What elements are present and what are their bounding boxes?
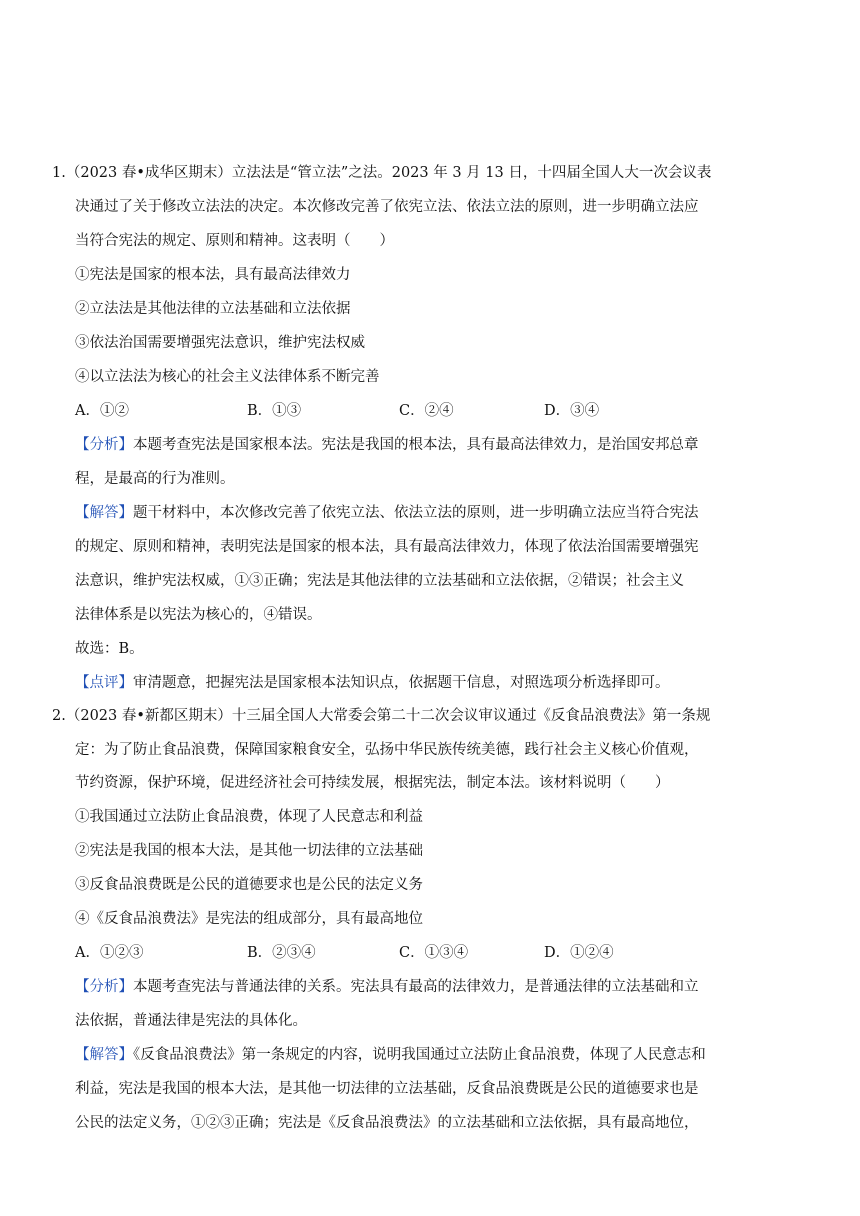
q2-statement-3: ③反食品浪费既是公民的道德要求也是公民的法定义务 bbox=[75, 877, 423, 893]
q2-option-c[interactable]: C．①③④ bbox=[399, 945, 469, 961]
q1-analysis-line-1: 【分析】本题考查宪法是国家根本法。宪法是我国的根本法，具有最高法律效力，是治国安邦总章 bbox=[75, 437, 699, 453]
q2-statement-4: ④《反食品浪费法》是宪法的组成部分，具有最高地位 bbox=[75, 911, 423, 927]
q1-stem-line-2: 决通过了关于修改立法法的决定。本次修改完善了依宪立法、依法立法的原则，进一步明确立法应 bbox=[75, 199, 699, 215]
q1-answer-line-4: 法律体系是以宪法为核心的，④错误。 bbox=[75, 607, 322, 623]
q1-answer-tag: 【解答】 bbox=[75, 505, 133, 521]
q1-comment-tag: 【点评】 bbox=[75, 675, 133, 691]
q1-analysis-line-2: 程，是最高的行为准则。 bbox=[75, 471, 235, 487]
q2-stem-line-1: 2.（2023 春•新都区期末）十三届全国人大常委会第二十二次会议审议通过《反食品浪费法》第一条规 bbox=[52, 708, 711, 724]
q2-stem-line-3: 节约资源，保护环境，促进经济社会可持续发展，根据宪法，制定本法。该材料说明（ ） bbox=[75, 775, 670, 791]
q2-analysis-line-2: 法依据，普通法律是宪法的具体化。 bbox=[75, 1013, 307, 1029]
q1-statement-2: ②立法法是其他法律的立法基础和立法依据 bbox=[75, 301, 351, 317]
q2-statement-1: ①我国通过立法防止食品浪费，体现了人民意志和利益 bbox=[75, 809, 423, 825]
q1-analysis-tag: 【分析】 bbox=[75, 437, 133, 453]
q1-comment: 【点评】审清题意，把握宪法是国家根本法知识点，依据题干信息，对照选项分析选择即可。 bbox=[75, 675, 670, 691]
q2-answer-line-2: 利益，宪法是我国的根本大法，是其他一切法律的立法基础，反食品浪费既是公民的道德要求也是 bbox=[75, 1081, 699, 1097]
q1-choice: 故选：B。 bbox=[75, 641, 144, 657]
q2-option-b[interactable]: B．②③④ bbox=[247, 945, 316, 961]
q2-analysis-tag: 【分析】 bbox=[75, 979, 133, 995]
q2-analysis-line-1: 【分析】本题考查宪法与普通法律的关系。宪法具有最高的法律效力，是普通法律的立法基础和立 bbox=[75, 979, 699, 995]
q1-number: 1. bbox=[52, 165, 66, 181]
q1-statement-3: ③依法治国需要增强宪法意识，维护宪法权威 bbox=[75, 335, 365, 351]
q2-answer-line-1: 【解答】《反食品浪费法》第一条规定的内容，说明我国通过立法防止食品浪费，体现了人民意志和 bbox=[75, 1047, 706, 1063]
q2-number: 2. bbox=[52, 708, 66, 724]
q1-option-d[interactable]: D．③④ bbox=[544, 403, 600, 419]
q2-answer-tag: 【解答】 bbox=[75, 1047, 133, 1063]
q1-option-a[interactable]: A．①② bbox=[75, 403, 129, 419]
q2-stem-line-2: 定：为了防止食品浪费，保障国家粮食安全，弘扬中华民族传统美德，践行社会主义核心价值观， bbox=[75, 742, 699, 758]
q2-option-a[interactable]: A．①②③ bbox=[75, 945, 144, 961]
q2-statement-2: ②宪法是我国的根本大法，是其他一切法律的立法基础 bbox=[75, 843, 423, 859]
q1-stem-line-1: 1.（2023 春•成华区期末）立法法是“管立法”之法。2023 年 3 月 13 日，十四届全国人大一次会议表 bbox=[52, 165, 712, 181]
q2-option-d[interactable]: D．①②④ bbox=[544, 945, 614, 961]
q1-option-b[interactable]: B．①③ bbox=[247, 403, 302, 419]
q1-answer-line-2: 的规定、原则和精神，表明宪法是国家的根本法，具有最高法律效力，体现了依法治国需要增强宪 bbox=[75, 539, 699, 555]
q2-answer-line-3: 公民的法定义务，①②③正确；宪法是《反食品浪费法》的立法基础和立法依据，具有最高地位， bbox=[75, 1115, 699, 1131]
q1-answer-line-1: 【解答】题干材料中，本次修改完善了依宪立法、依法立法的原则，进一步明确立法应当符合宪法 bbox=[75, 505, 699, 521]
q1-statement-1: ①宪法是国家的根本法，具有最高法律效力 bbox=[75, 267, 351, 283]
q1-option-c[interactable]: C．②④ bbox=[399, 403, 454, 419]
q1-statement-4: ④以立法法为核心的社会主义法律体系不断完善 bbox=[75, 369, 380, 385]
q1-stem-line-3: 当符合宪法的规定、原则和精神。这表明（ ） bbox=[75, 233, 394, 249]
q1-answer-line-3: 法意识，维护宪法权威，①③正确；宪法是其他法律的立法基础和立法依据，②错误；社会主义 bbox=[75, 573, 684, 589]
